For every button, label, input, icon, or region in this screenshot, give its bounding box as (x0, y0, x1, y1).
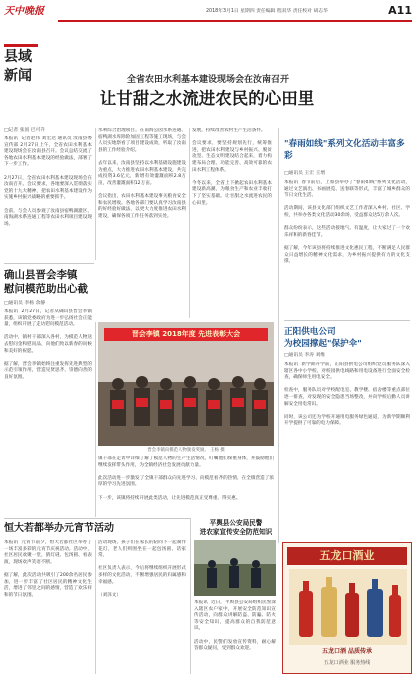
police-visit-photo (194, 540, 276, 596)
story2-byline: □通讯员 李杨 余静 (4, 301, 46, 306)
right-column-divider (278, 128, 279, 543)
story5-headline: "春雨如线"系列文化活动丰富多彩 (284, 139, 405, 161)
award-ceremony-photo (98, 322, 274, 446)
ad-footer: 五龙口酒业 服务热线 (323, 660, 371, 666)
header-rule (58, 20, 412, 22)
photo-caption: 晋会李镇向模范人物颁发奖励。 王杨 摄 (147, 448, 225, 453)
story2-headline-line1: 确山县晋会李镇 (4, 269, 78, 281)
section-rule (4, 518, 190, 519)
section-accent-bar (4, 44, 38, 47)
liquor-ad (282, 542, 412, 674)
masthead-logo: 天中晚报 (4, 6, 44, 17)
story6-headline-line2: 为校园撑起"保护伞" (284, 339, 362, 349)
section-title (4, 48, 52, 86)
column-divider (95, 128, 96, 260)
story2-column-2: 镇干部在走访中详细了解了模范人物的生产生活情况，叮嘱他们保重身体，并鼓励他们继续发挥带头作用，为全镇经济社会发展贡献力量。 此次活动进一步激发了全镇干部群众向先进学习、向模范看齐的热情，在全镇营造了浓厚的学习先进氛围。 下一步，该镇将持续开展此类活动，让先进模范真正受尊重、得实惠。 (98, 456, 274, 501)
column-divider (95, 540, 96, 674)
lead-column-3: 发展，持续改善农村生产生活条件。 会议要求，要坚持规划先行，统筹推进，把农田水利建设与乡村振兴、脱贫攻坚、生态文明建设结合起来，着力构建布局合理、功能完善、高效可靠的农田水利工程体系。 今冬以来，全省上下掀起农田水利基本建设新高潮，为粮食生产和农业丰收打下了坚实基础。让甘甜之水流进农民的心田里。 (192, 128, 272, 206)
story2-column-1: 本报讯 2月27日，记者从确山县晋会李镇获悉，该镇党委政府为进一步弘扬社会正能量，组织开展了走访慰问模范活动。 活动中，镇村干部深入各村，为模范人物送去慰问金和慰问品，向他们致以新春的问候和美好的祝愿。 据了解，晋会李镇始终注重发挥先进典型的示范引领作用，营造见贤思齐、崇德向善的良好氛围。 (4, 309, 92, 380)
column-divider (190, 518, 191, 674)
section-title-line2: 新闻 (4, 68, 32, 84)
lead-column-2: 水利综合治理项目。在南海公园水系连通、宿鸭湖水库除险加固工程等施工现场，与会人员实地察看了项目建设成效，听取了汝南县的工作经验介绍。 去年以来，汝南县坚持以水利基础设施建设为重点，大力推进农田水利基本建设，共完成投资3.6亿元，新增有效灌溉面积2.8万亩，改善灌溉面积12万亩。 会议指出，农田水利基本建设事关粮食安全和农民增收。各地各部门要认真学习汝南县的好经验好做法，以更大力度推进农田水利建设，确保各项工作任务落到实处。 (98, 128, 186, 219)
lead-column-1: 本报讯 记者赵伟 刘宏达 通讯员 汝南县委宣传部 2月27日上午，全省农田水利基本建设现场会在汝南县召开。会议总结交流了各地农田水利基本建设的经验做法，部署了下一步工作。 2月27日，全省农田水利基本建设现场会在汝南召开。会议要求，各地要深入贯彻落实党的十九大精神，把农田水利基本建设作为实施乡村振兴战略的重要抓手。 会前，与会人员参观了汝南县宿鸭湖灌区、南海湖水系连通工程等农田水利项目建设现场。 (4, 136, 92, 227)
story6-headline-line1: 正阳供电公司 (284, 327, 336, 337)
story6-headline (284, 326, 410, 350)
liquor-bottles-image (289, 569, 407, 645)
ad-brand: 五龙口酒业 (287, 547, 407, 565)
lead-subhead: 全省农田水利基本建设现场会在汝南召开 (126, 75, 289, 85)
page-number: A11 (388, 4, 412, 17)
story3-column-2: 活动现场，孩子们在家长的陪同下一起制作花灯，老人们则围坐在一起包汤圆、话家常。 社区负责人表示，今后将继续组织开展形式多样的文化活动，不断增强居民的归属感和幸福感。 （刘泽文） (98, 540, 186, 598)
story4-body: 本报讯 近日，平舆县公安局组织民警深入辖区农户家中，开展安全防范知识宣传活动，向群众讲解防盗、防骗、防火等安全知识，提高群众的自我防范意识。 活动中，民警们发放宣传资料，耐心解答群众疑问，受到群众欢迎。 (194, 600, 276, 652)
date-line: 2018年3月1日 星期四 责任编辑 程双华 责任校对 胡志华 (206, 9, 328, 14)
ad-slogan: 五龙口酒 品质传承 (321, 648, 373, 655)
story3-headline: 恒大若都举办元宵节活动 (4, 523, 114, 534)
story2-headline-line2: 慰问模范助出心截 (4, 283, 88, 295)
section-rule (4, 263, 94, 264)
column-divider (95, 322, 96, 517)
story6-byline: □通讯员 李涛 刘维 (284, 353, 326, 358)
story5-byline: □通讯员 王宏 王增 (284, 171, 326, 176)
story4-headline (196, 519, 276, 537)
column-divider (189, 128, 190, 318)
photo-banner: 晋会李镇 2018年度 先进表彰大会 (104, 328, 268, 341)
story2-headline (4, 268, 94, 296)
section-rule (284, 320, 410, 321)
story5-body: 本报讯 春节前后，上蔡县举办了"春雨如线"系列文化活动，通过文艺演出、书画展览、送春联等形式，丰富了城乡群众的节日文化生活。 活动期间，该县文化部门组织文艺工作者深入乡村、社区、学校，共举办各类文化活动30余场，受益群众达5万余人次。 群众纷纷表示，这些活动接地气、有温度，让大家过了一个欢乐祥和的新春佳节。 据了解，今年该县将持续推进文化惠民工程，不断满足人民群众日益增长的精神文化需求，为乡村振兴提供有力的文化支撑。 (284, 180, 410, 265)
story4-headline-line1: 平舆县公安局民警 (209, 519, 263, 527)
lead-byline: □记者 张国 巴可升 (4, 128, 46, 133)
story3-column-1: 本报讯 元宵节前夕，恒大若都社区举办了一场丰富多彩的元宵节庆祝活动。活动中，社区居民欢聚一堂，猜灯谜、包汤圆、看表演，现场欢声笑语不断。 据了解，此次活动共吸引了200余名居民参加，进一步丰富了社区居民的精神文化生活，增进了邻里之间的感情，营造了欢乐祥和的节日氛围。 (4, 540, 92, 598)
photo-scene (194, 540, 276, 596)
section-title-line1: 县域 (4, 49, 32, 65)
story4-headline-line2: 进农家宣传安全防范知识 (199, 528, 273, 536)
lead-headline: 让甘甜之水流进农民的心田里 (99, 89, 315, 108)
story6-body: 本报讯 新学期开学前，正阳县供电公司组织党员服务队深入辖区各中小学校，对校园供电线路和用电设备进行全面安全检查，确保师生用电安全。 检查中，服务队员对学校配电室、教学楼、宿舍楼等重点部位逐一排查，对发现的安全隐患当场整改，并向学校后勤人员讲解安全用电常识。 同时，该公司还为学校开通用电服务绿色通道，为新学期顺利开学提供了可靠的电力保障。 (284, 362, 410, 427)
